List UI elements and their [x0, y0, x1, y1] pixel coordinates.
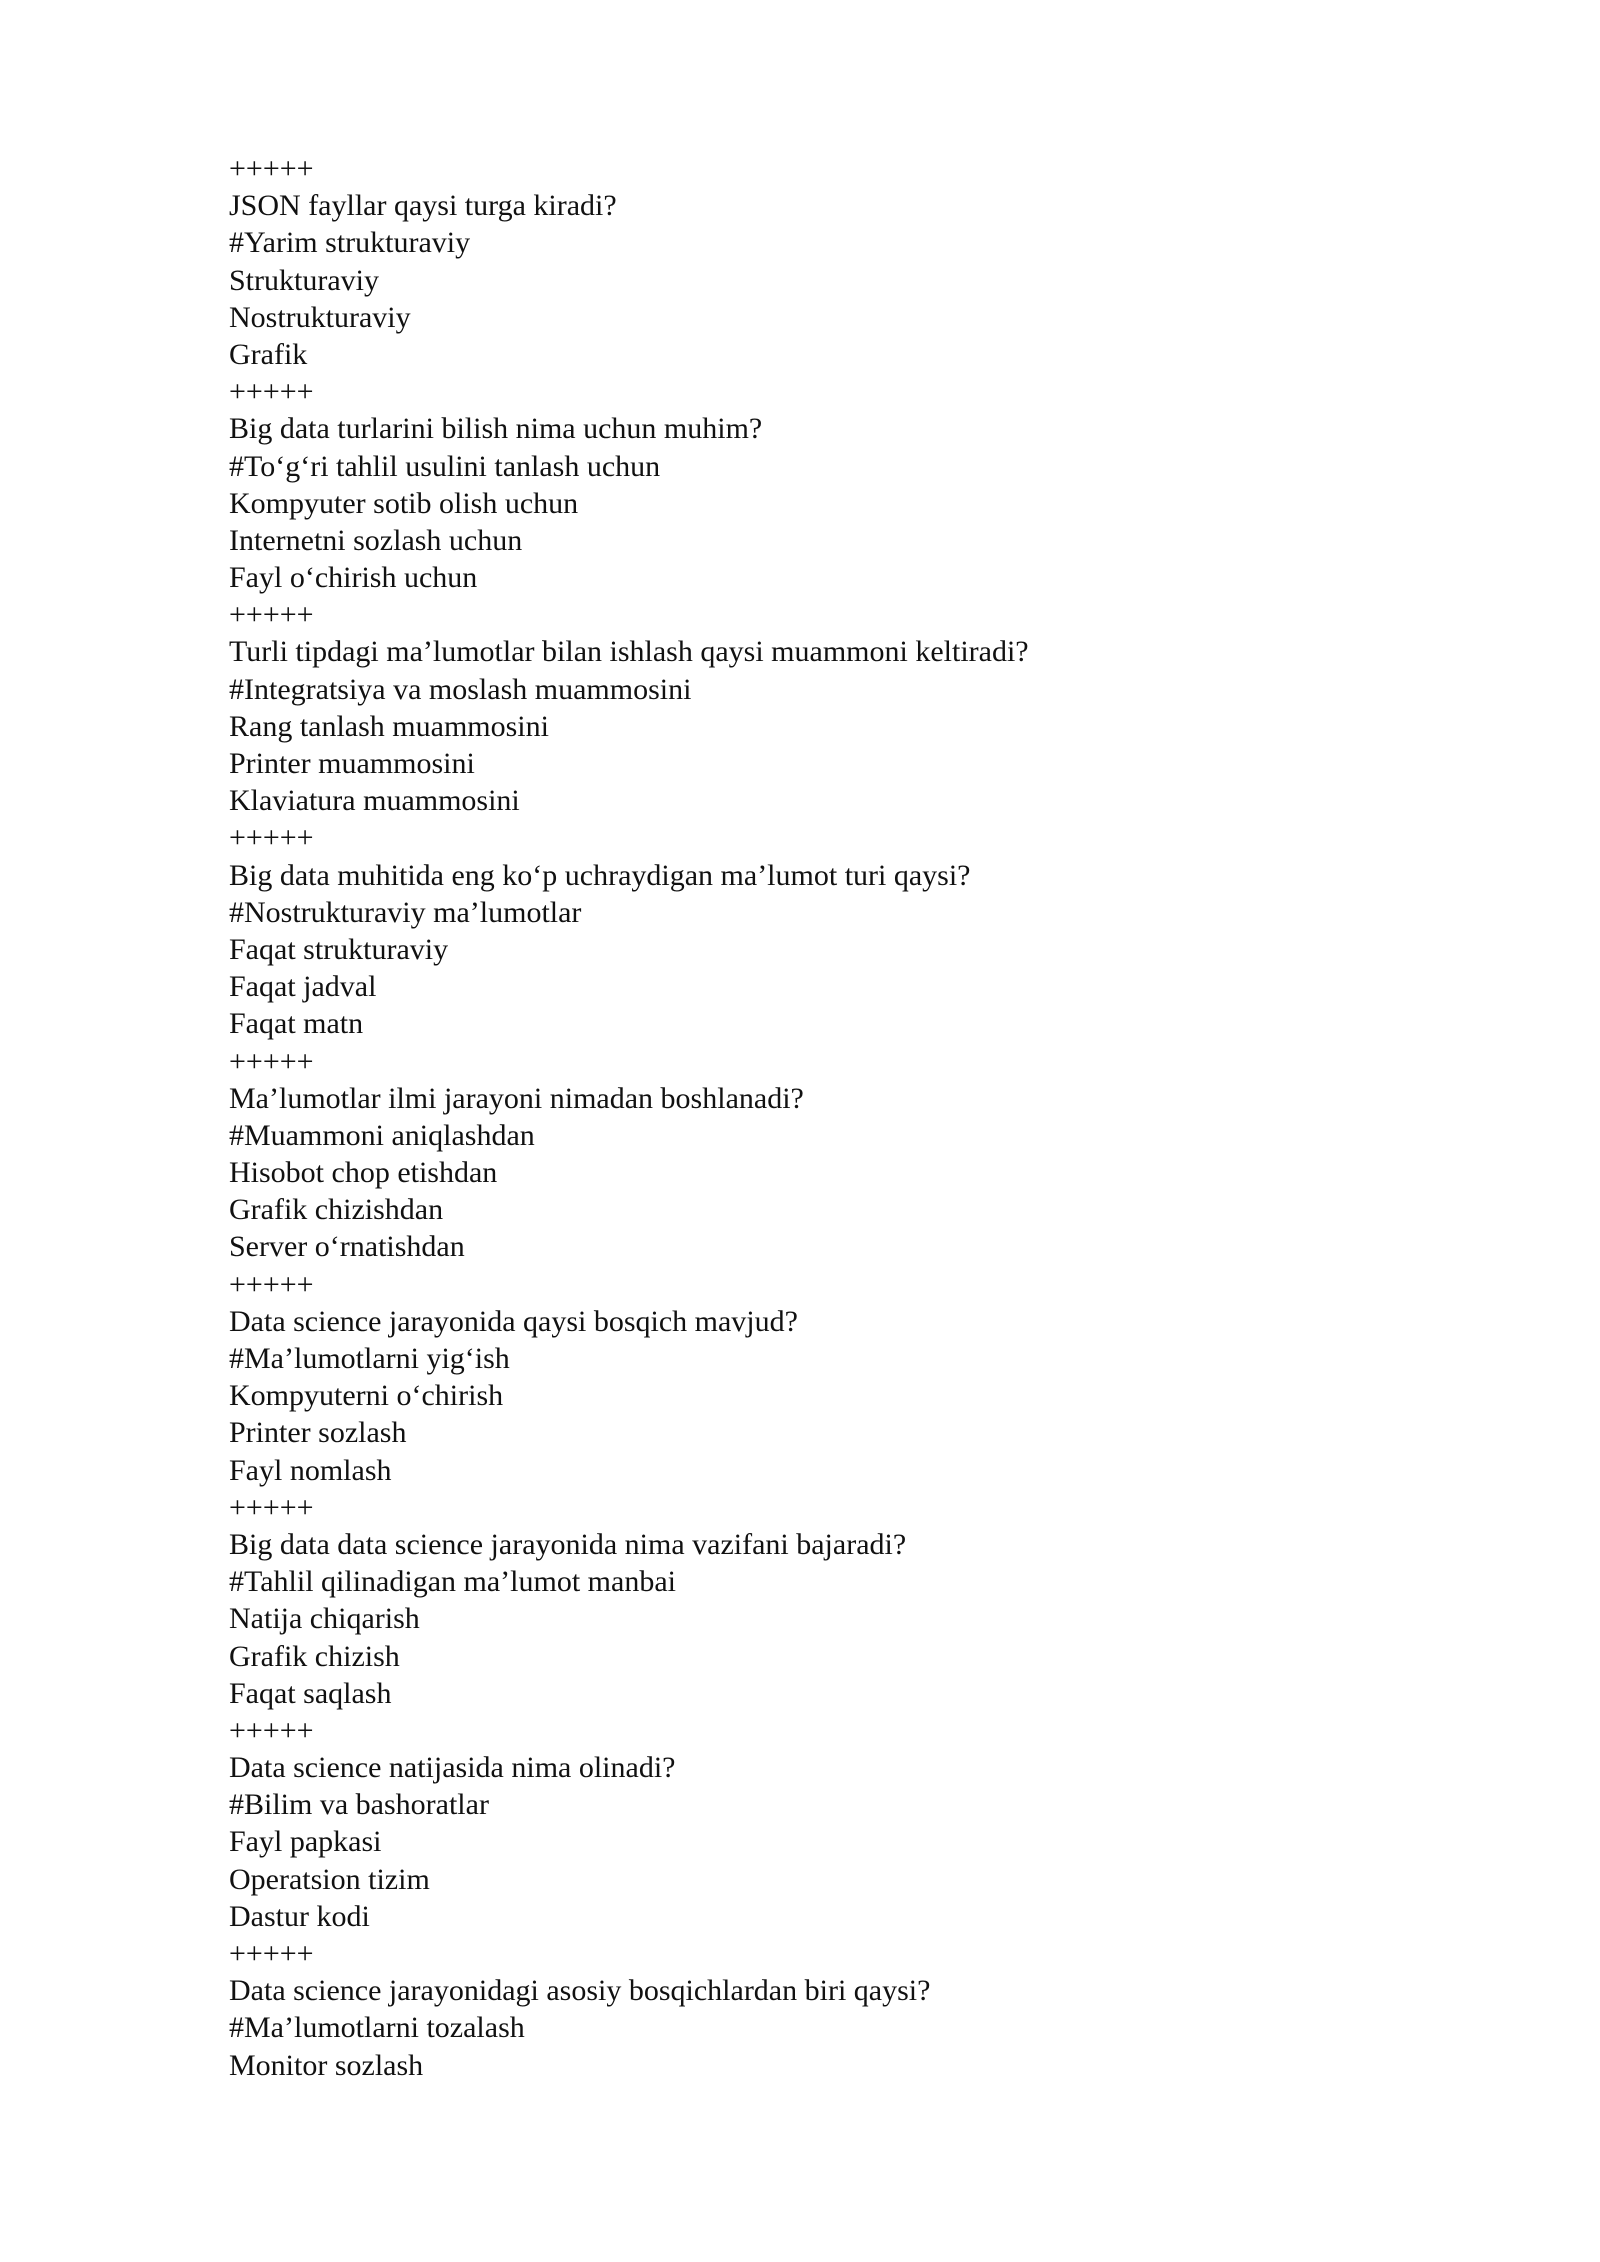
document-line: Nostrukturaviy — [229, 300, 411, 334]
document-line: Server o‘rnatishdan — [229, 1230, 465, 1264]
correct-answer: #Bilim va bashoratlar — [229, 1788, 489, 1822]
question-separator: +++++ — [229, 375, 314, 409]
document-line: Turli tipdagi ma’lumotlar bilan ishlash qaysi muammoni keltiradi? — [229, 635, 1029, 669]
correct-answer: #To‘g‘ri tahlil usulini tanlash uchun — [229, 449, 661, 483]
document-line: Rang tanlash muammosini — [229, 709, 549, 743]
question-separator: +++++ — [229, 1937, 314, 1970]
document-line: Monitor sozlash — [229, 2048, 424, 2082]
correct-answer: #Tahlil qilinadigan ma’lumot manbai — [229, 1565, 676, 1599]
document-line: Faqat saqlash — [229, 1676, 392, 1710]
document-page — [229, 150, 1429, 2084]
correct-answer: #Ma’lumotlarni tozalash — [229, 2011, 525, 2045]
document-line: Big data muhitida eng ko‘p uchraydigan ma’lumot turi qaysi? — [229, 858, 971, 892]
correct-answer: #Muammoni aniqlashdan — [229, 1118, 535, 1152]
document-line: Grafik chizish — [229, 1639, 400, 1673]
document-line: Data science natijasida nima olinadi? — [229, 1751, 676, 1785]
document-line: Big data data science jarayonida nima vazifani bajaradi? — [229, 1527, 907, 1561]
document-line: Hisobot chop etishdan — [229, 1156, 498, 1190]
document-line: Klaviatura muammosini — [229, 784, 520, 818]
document-line: Faqat jadval — [229, 970, 377, 1004]
document-line: Natija chiqarish — [229, 1602, 420, 1636]
document-line: Faqat strukturaviy — [229, 932, 449, 966]
correct-answer: #Integratsiya va moslash muammosini — [229, 672, 692, 706]
document-line: Grafik — [229, 337, 308, 371]
document-line: Dastur kodi — [229, 1899, 370, 1933]
document-line: Strukturaviy — [229, 263, 379, 297]
question-separator: +++++ — [229, 152, 314, 185]
question-separator: +++++ — [229, 1044, 314, 1078]
document-line: Kompyuter sotib olish uchun — [229, 486, 579, 520]
document-line: Fayl papkasi — [229, 1825, 382, 1859]
correct-answer: #Yarim strukturaviy — [229, 226, 471, 260]
document-line: Big data turlarini bilish nima uchun muhim? — [229, 412, 763, 446]
question-separator: +++++ — [229, 1490, 314, 1524]
document-line: Printer sozlash — [229, 1416, 407, 1450]
question-separator: +++++ — [229, 821, 314, 855]
document-line: Fayl nomlash — [229, 1453, 392, 1487]
document-line: Faqat matn — [229, 1007, 364, 1041]
question-separator: +++++ — [229, 1713, 314, 1747]
correct-answer: #Ma’lumotlarni yig‘ish — [229, 1342, 510, 1375]
document-line: Fayl o‘chirish uchun — [229, 561, 478, 595]
document-line: Kompyuterni o‘chirish — [229, 1379, 504, 1413]
document-line: Data science jarayonidagi asosiy bosqichlardan biri qaysi? — [229, 1974, 931, 2008]
document-line: Grafik chizishdan — [229, 1193, 444, 1227]
document-line: Ma’lumotlar ilmi jarayoni nimadan boshlanadi? — [229, 1081, 804, 1115]
document-line: Operatsion tizim — [229, 1862, 430, 1896]
document-line: Data science jarayonida qaysi bosqich mavjud? — [229, 1304, 798, 1338]
document-line: JSON fayllar qaysi turga kiradi? — [229, 189, 617, 223]
question-separator: +++++ — [229, 598, 314, 632]
document-line: Printer muammosini — [229, 747, 475, 780]
question-separator: +++++ — [229, 1267, 314, 1301]
correct-answer: #Nostrukturaviy ma’lumotlar — [229, 895, 582, 929]
document-line: Internetni sozlash uchun — [229, 523, 523, 557]
